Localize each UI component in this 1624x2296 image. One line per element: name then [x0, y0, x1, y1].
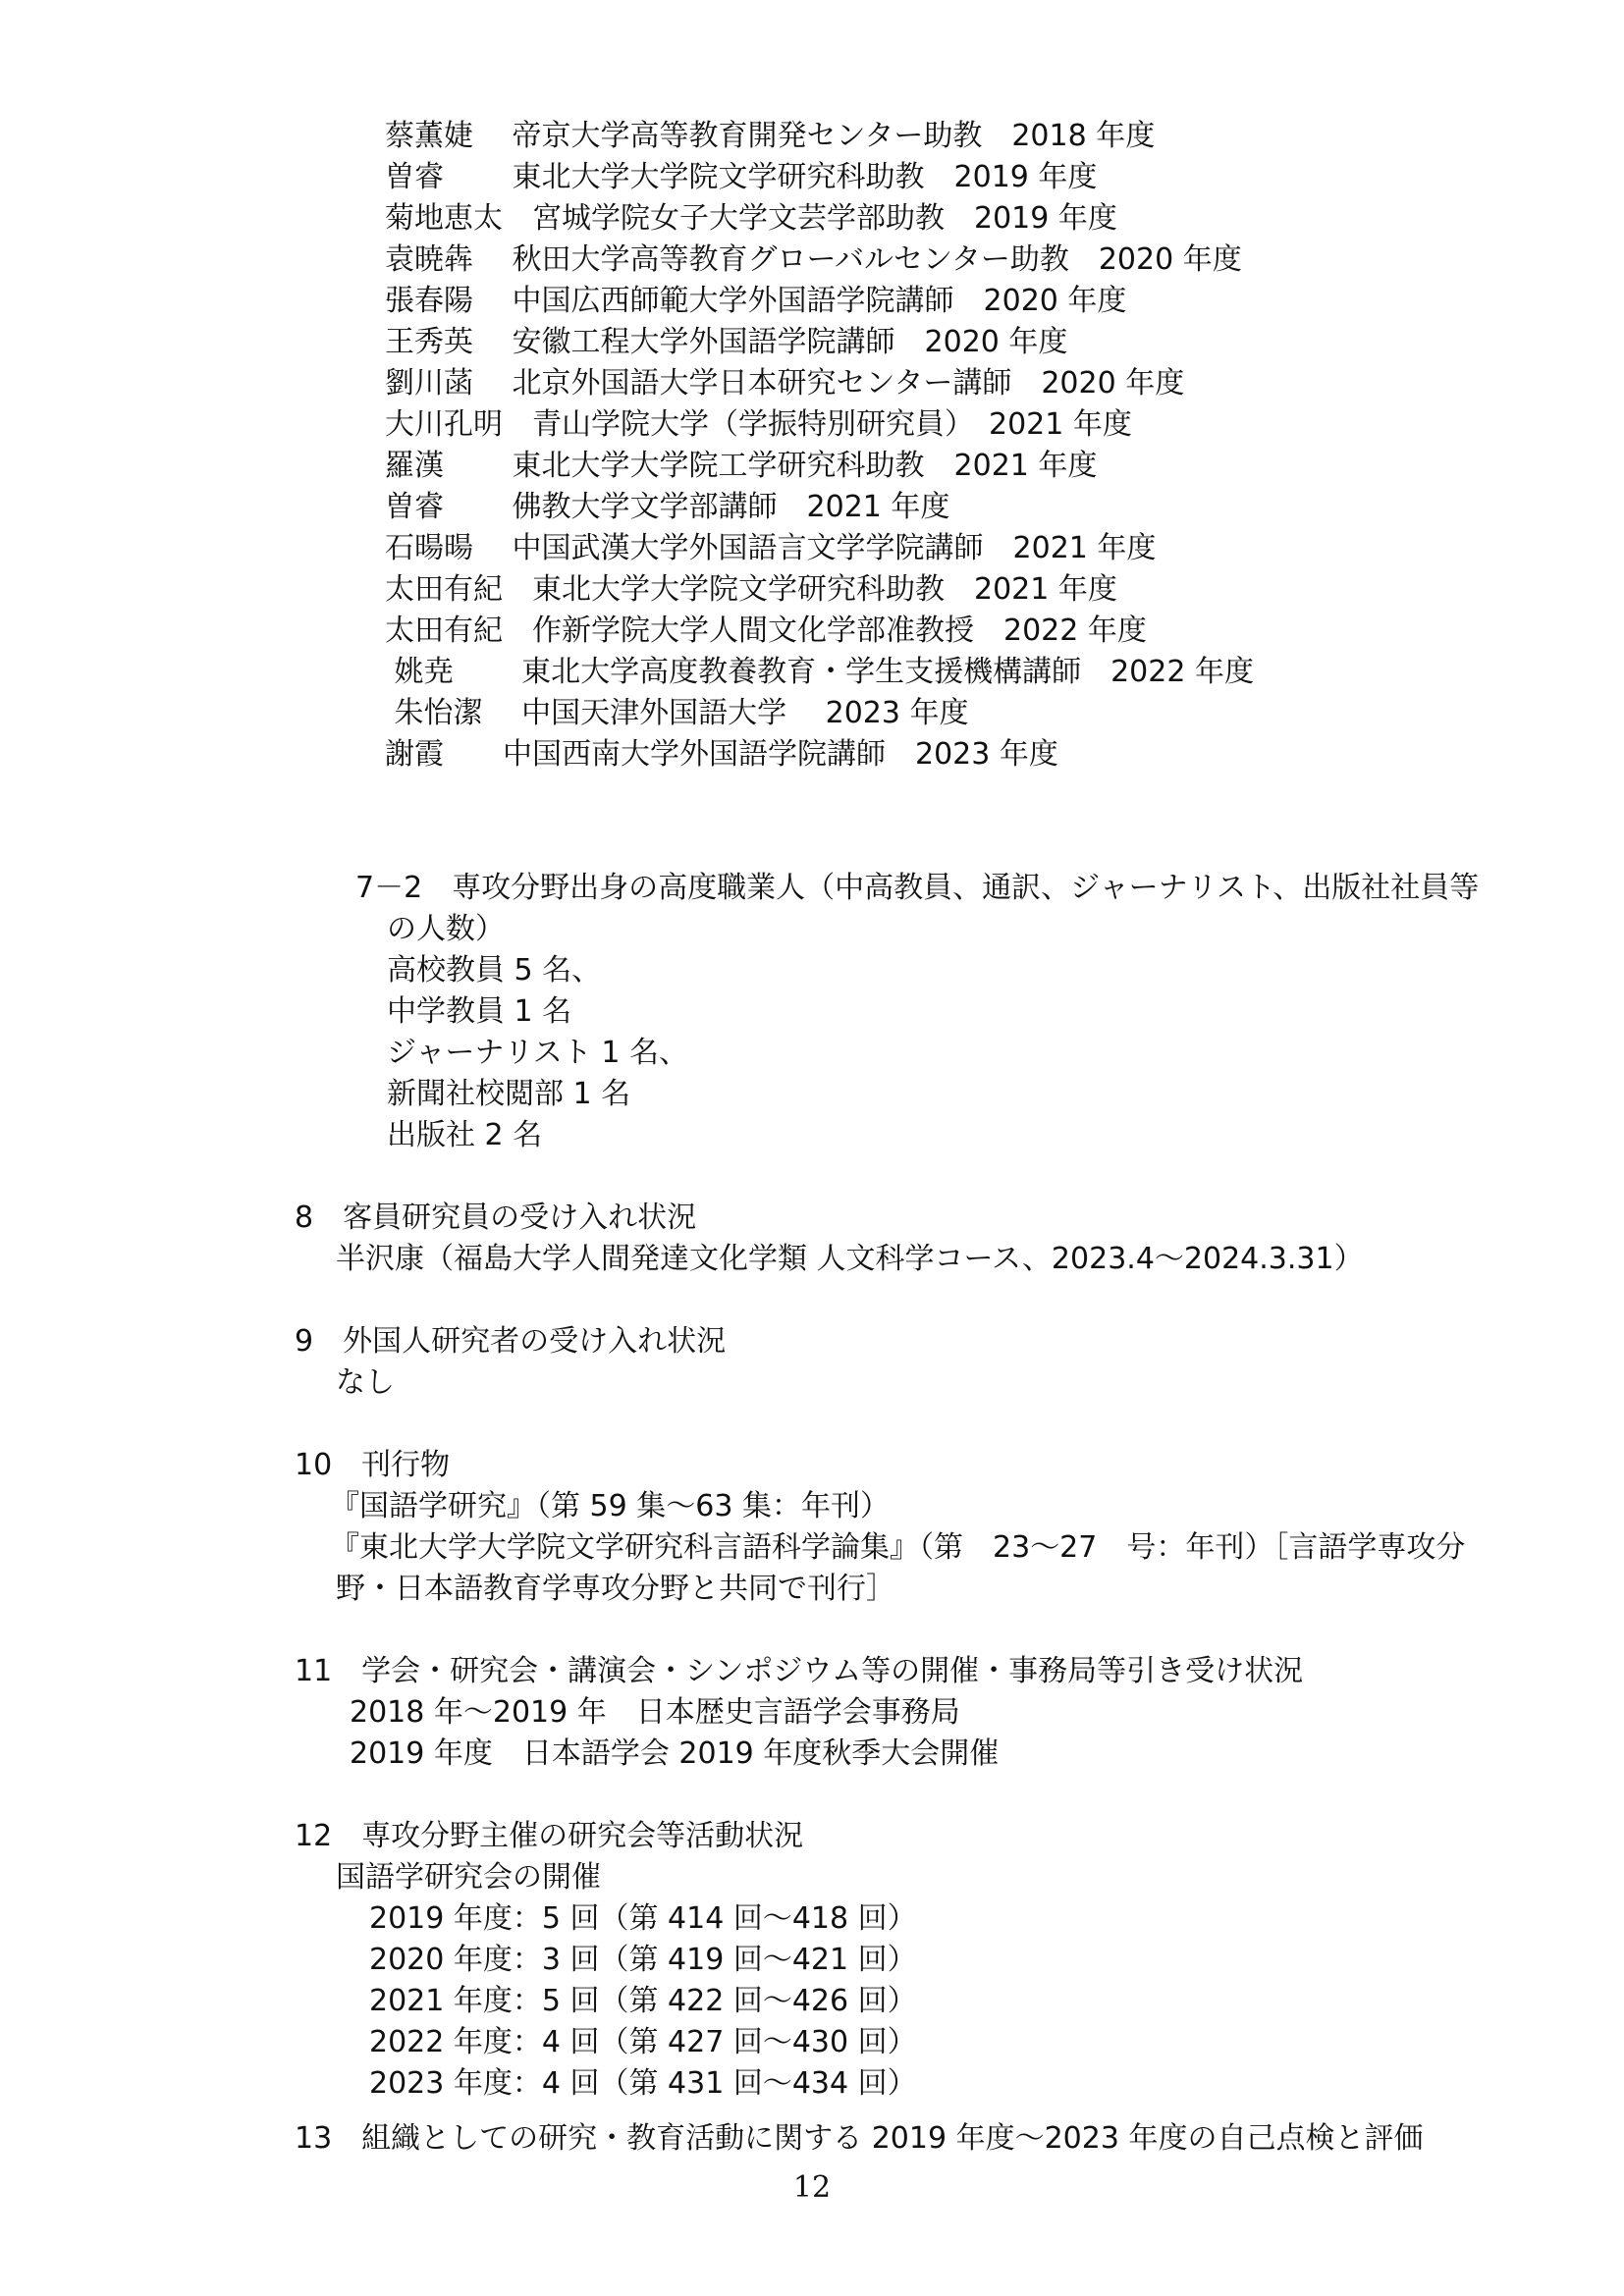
section-heading: 10 刊行物	[295, 1448, 451, 1482]
list-item: 2023 年度：4 回（第 431 回～434 回）	[369, 2066, 917, 2101]
section-heading: 11 学会・研究会・講演会・シンポジウム等の開催・事務局等引き受け状況	[295, 1654, 1304, 1688]
section-heading: 12 専攻分野主催の研究会等活動状況	[295, 1819, 804, 1853]
staff-entry: 曽睿 佛教大学文学部講師 2021 年度	[385, 490, 950, 524]
staff-entry: 曽睿 東北大学大学院文学研究科助教 2019 年度	[385, 160, 1098, 194]
staff-entry: 王秀英 安徽工程大学外国語学院講師 2020 年度	[385, 325, 1068, 359]
staff-entry: 太田有紀 東北大学大学院文学研究科助教 2021 年度	[385, 572, 1117, 607]
staff-entry: 袁暁犇 秋田大学高等教育グローバルセンター助教 2020 年度	[385, 242, 1242, 277]
list-item: 中学教員 1 名	[387, 994, 572, 1029]
list-item: ジャーナリスト 1 名、	[387, 1036, 688, 1070]
staff-entry: 劉川菡 北京外国語大学日本研究センター講師 2020 年度	[385, 366, 1185, 400]
staff-entry: 張春陽 中国広西師範大学外国語学院講師 2020 年度	[385, 284, 1127, 318]
section-heading: 8 客員研究員の受け入れ状況	[295, 1201, 697, 1235]
section-heading-continued: の人数）	[387, 912, 505, 946]
list-item: 新聞社校閲部 1 名	[387, 1077, 631, 1111]
publication-line: 『東北大学大学院文学研究科言語科学論集』（第 23～27 号：年刊）［言語学専攻分	[330, 1530, 1466, 1565]
staff-entry: 太田有紀 作新学院大学人間文化学部准教授 2022 年度	[385, 614, 1147, 648]
section-body: なし	[336, 1365, 395, 1400]
list-item: 2019 年度：5 回（第 414 回～418 回）	[369, 1901, 917, 1936]
staff-entry: 謝霞 中国西南大学外国語学院講師 2023 年度	[385, 737, 1058, 772]
staff-entry: 石暘暘 中国武漢大学外国語言文学学院講師 2021 年度	[385, 531, 1157, 565]
list-item: 2018 年～2019 年 日本歴史言語学会事務局	[350, 1695, 960, 1730]
section-body: 半沢康（福島大学人間発達文化学類 人文科学コース、2023.4～2024.3.31）	[336, 1242, 1364, 1276]
page-number: 12	[792, 2170, 832, 2205]
list-item: 2020 年度：3 回（第 419 回～421 回）	[369, 1943, 917, 1977]
section-heading: 9 外国人研究者の受け入れ状況	[295, 1324, 727, 1359]
staff-entry: 姚尭 東北大学高度教養教育・学生支援機構講師 2022 年度	[385, 655, 1254, 689]
list-item: 出版社 2 名	[387, 1118, 543, 1152]
section-heading: 7－2 専攻分野出身の高度職業人（中高教員、通訳、ジャーナリスト、出版社社員等	[355, 871, 1480, 905]
staff-entry: 羅漢 東北大学大学院工学研究科助教 2021 年度	[385, 449, 1098, 483]
list-item: 2022 年度：4 回（第 427 回～430 回）	[369, 2025, 917, 2059]
staff-entry: 朱怡潔 中国天津外国語大学 2023 年度	[385, 696, 969, 730]
list-item: 2019 年度 日本語学会 2019 年度秋季大会開催	[350, 1736, 1000, 1771]
section-subheading: 国語学研究会の開催	[336, 1860, 601, 1895]
list-item: 高校教員 5 名、	[387, 953, 602, 988]
list-item: 2021 年度：5 回（第 422 回～426 回）	[369, 1984, 917, 2018]
staff-entry: 大川孔明 青山学院大学（学振特別研究員） 2021 年度	[385, 407, 1132, 442]
publication-line: 野・日本語教育学専攻分野と共同で刊行］	[336, 1572, 895, 1606]
section-heading: 13 組織としての研究・教育活動に関する 2019 年度～2023 年度の自己点検と評価	[295, 2121, 1424, 2156]
staff-entry: 菊地恵太 宮城学院女子大学文芸学部助教 2019 年度	[385, 201, 1117, 236]
staff-entry: 蔡薫婕 帝京大学高等教育開発センター助教 2018 年度	[385, 119, 1156, 153]
publication-line: 『国語学研究』（第 59 集～63 集：年刊）	[330, 1489, 890, 1523]
